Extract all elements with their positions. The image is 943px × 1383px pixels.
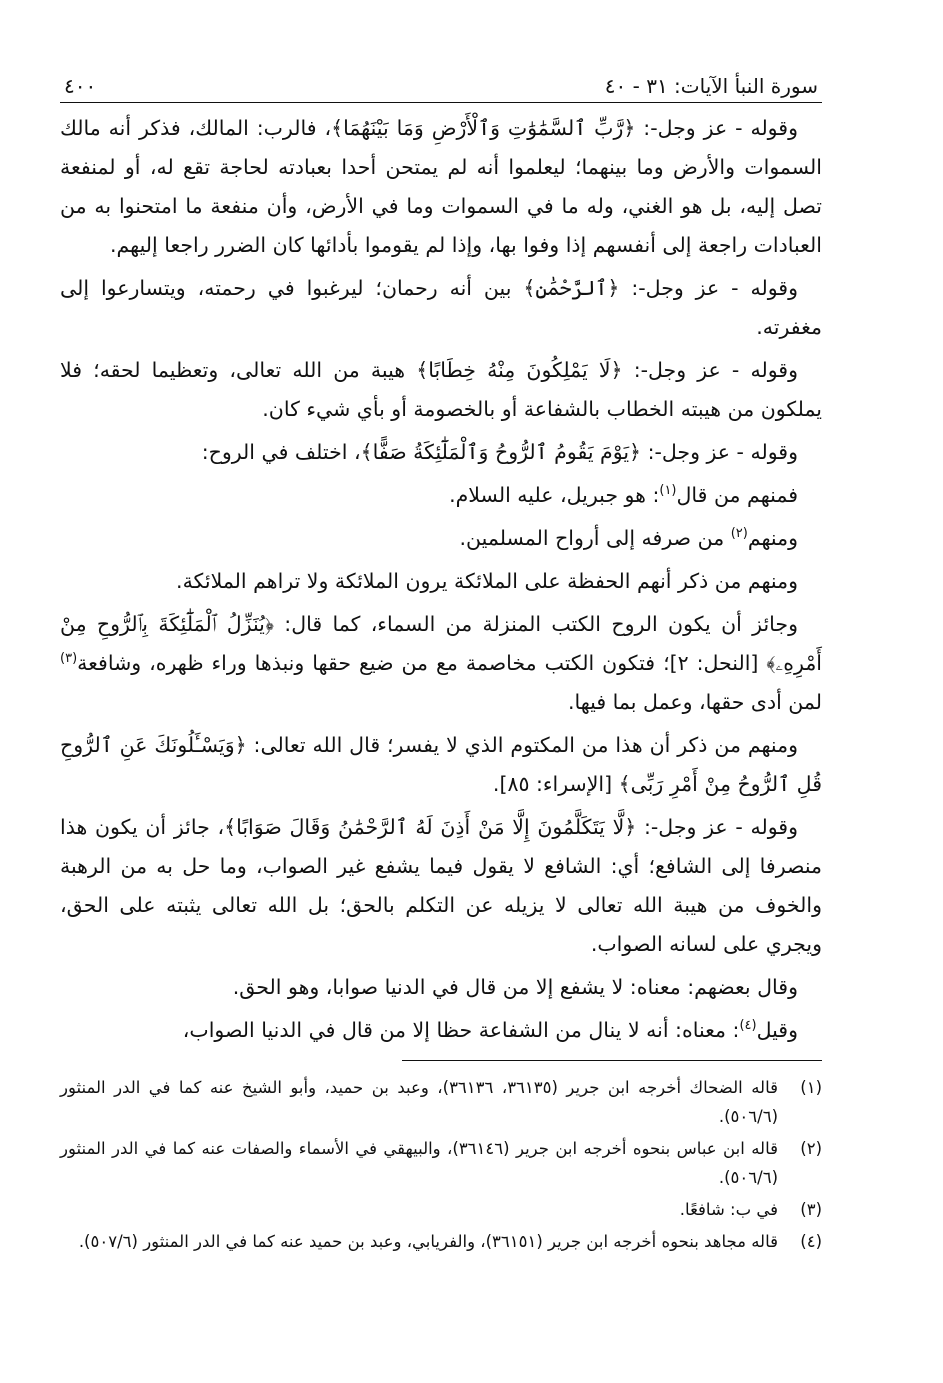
body-text: [60, 109, 822, 1050]
paragraph-text: ومنهم من ذكر أن هذا من المكتوم الذي لا يفسر؛ قال الله تعالى:: [246, 733, 798, 757]
body-paragraph: [60, 808, 822, 964]
paragraph-text: ومنهم: [747, 526, 798, 550]
running-title: سورة النبأ الآيات: ٣١ - ٤٠: [604, 74, 818, 98]
quran-verse: ﴿لَا يَمْلِكُونَ مِنْهُ خِطَابًا﴾: [416, 358, 623, 382]
body-paragraph: [60, 605, 822, 722]
body-paragraph: [60, 351, 822, 429]
body-paragraph: [60, 726, 822, 804]
book-page: [60, 58, 822, 1358]
footnote: [60, 1195, 822, 1224]
paragraph-text: وقال بعضهم: معناه: لا يشفع إلا من قال في الدنيا صوابا، وهو الحق.: [232, 975, 798, 999]
paragraph-text: : معناه: أنه لا ينال من الشفاعة حظا إلا من قال في الدنيا الصواب،: [182, 1018, 740, 1042]
paragraph-text: ومنهم من ذكر أنهم الحفظة على الملائكة يرون الملائكة ولا تراهم الملائكة.: [176, 569, 798, 593]
quran-verse: ﴿لَّا يَتَكَلَّمُونَ إِلَّا مَنْ أَذِنَ لَهُ ٱلرَّحْمَٰنُ وَقَالَ صَوَابًا﴾: [224, 815, 637, 839]
quran-verse: ﴿وَيَسْـَٔلُونَكَ عَنِ ٱلرُّوحِ قُلِ ٱلرُّوحُ مِنْ أَمْرِ رَبِّى﴾: [60, 733, 822, 796]
body-paragraph: [60, 519, 822, 558]
footnote-number: (٢): [800, 1139, 822, 1158]
footnote-ref: (١): [659, 483, 677, 499]
paragraph-text: هيبة من الله تعالى، وتعظيما لحقه؛ فلا يملكون من هيبته الخطاب بالشفاعة أو بالخصومة أو بأي شيء كان.: [60, 358, 822, 421]
paragraph-text: لمن أدى حقها، وعمل بما فيها.: [567, 690, 822, 714]
paragraph-text: وقوله - عز وجل-:: [635, 116, 798, 140]
paragraph-text: ، فالرب: المالك، فذكر أنه مالك السموات والأرض وما بينهما؛ ليعلموا أنه لم يمتحن أحدا بعبادته لحاجة تقع له، أو لمنفعة تصل إليه، بل هو الغني، وله ما في السموات وما في الأرض، وأن منفعة ما امتحنوا به من العبادات راجعة إلى أنفسهم إذا وفوا بها، وإذا لم يقوموا بأدائها كان الضرر راجعا إليهم.: [60, 116, 822, 257]
quran-verse: ﴿رَّبِّ ٱلسَّمَٰوَٰتِ وَٱلْأَرْضِ وَمَا بَيْنَهُمَا﴾: [331, 116, 636, 140]
body-paragraph: [60, 109, 822, 265]
quran-verse: ﴿ٱلرَّحْمَٰنِ﴾: [523, 276, 620, 300]
body-paragraph: [60, 476, 822, 515]
paragraph-text: وقيل: [756, 1018, 798, 1042]
paragraph-text: وقوله - عز وجل-:: [619, 276, 799, 300]
footnote-number: (١): [800, 1078, 822, 1097]
body-paragraph: [60, 562, 822, 601]
footnote-rule: [402, 1060, 822, 1061]
footnote: [60, 1227, 822, 1256]
paragraph-text: وجائز أن يكون الروح الكتب المنزلة من السماء، كما قال:: [273, 612, 798, 636]
footnote-number: (٤): [800, 1232, 822, 1251]
footnote-text: قاله مجاهد بنحوه أخرجه ابن جرير (٣٦١٥١)، والفريابي، وعبد بن حميد عنه كما في الدر المنثور (٥٠٧/٦).: [78, 1232, 778, 1251]
body-paragraph: [60, 968, 822, 1007]
body-paragraph: [60, 269, 822, 347]
footnote-text: في ب: شافعًا.: [679, 1200, 778, 1219]
paragraph-text: وقوله - عز وجل-:: [622, 358, 798, 382]
footnotes: [60, 1073, 822, 1256]
paragraph-text: فمنهم من قال: [676, 483, 798, 507]
paragraph-text: ، اختلف في الروح:: [201, 440, 361, 464]
footnote-text: قاله الضحاك أخرجه ابن جرير (٣٦١٣٥، ٣٦١٣٦)، وعبد بن حميد، وأبو الشيخ عنه كما في الدر المنثور (٥٠٦/٦).: [60, 1078, 778, 1126]
paragraph-text: ، جائز أن يكون هذا منصرفا إلى الشافع؛ أي: الشافع لا يقول فيما يشفع غير الصواب، وما حل به من الرهبة والخوف من هيبة الله تعالى لا يزيله عن التكلم بالحق؛ بل الله تعالى يثبته على الحق، ويجري على لسانه الصواب.: [60, 815, 822, 956]
quran-verse: ﴿يُنَزِّلُ ٱلْمَلَٰٓئِكَةَ بِٱلرُّوحِ مِنْ أَمْرِهِۦ﴾: [60, 612, 822, 675]
page-header: [60, 58, 822, 102]
paragraph-text: [الإسراء: ٨٥].: [492, 772, 619, 796]
footnote-ref: (٣): [60, 651, 78, 667]
paragraph-text: وقوله - عز وجل-:: [636, 815, 798, 839]
header-rule: [60, 102, 822, 103]
paragraph-text: : هو جبريل، عليه السلام.: [449, 483, 660, 507]
paragraph-text: بين أنه رحمان؛ ليرغبوا في رحمته، ويتسارعوا إلى مغفرته.: [60, 276, 822, 339]
paragraph-text: وقوله - عز وجل-:: [641, 440, 798, 464]
footnote: [60, 1134, 822, 1192]
paragraph-text: من صرفه إلى أرواح المسلمين.: [459, 526, 731, 550]
footnote-number: (٣): [800, 1200, 822, 1219]
body-paragraph: [60, 1011, 822, 1050]
footnote-ref: (٤): [739, 1018, 757, 1034]
footnote-ref: (٢): [730, 526, 748, 542]
quran-verse: ﴿يَوْمَ يَقُومُ ٱلرُّوحُ وَٱلْمَلَٰٓئِكَةُ صَفًّا﴾: [360, 440, 642, 464]
footnote-text: قاله ابن عباس بنحوه أخرجه ابن جرير (٣٦١٤٦)، والبيهقي في الأسماء والصفات عنه كما في الدر المنثور (٥٠٦/٦).: [60, 1139, 778, 1187]
paragraph-text: [النحل: ٢]؛ فتكون الكتب مخاصمة مع من ضيع حقها ونبذها وراء ظهره، وشافعة: [77, 651, 767, 675]
body-paragraph: [60, 433, 822, 472]
page-number: ٤٠٠: [64, 74, 97, 98]
footnote: [60, 1073, 822, 1131]
